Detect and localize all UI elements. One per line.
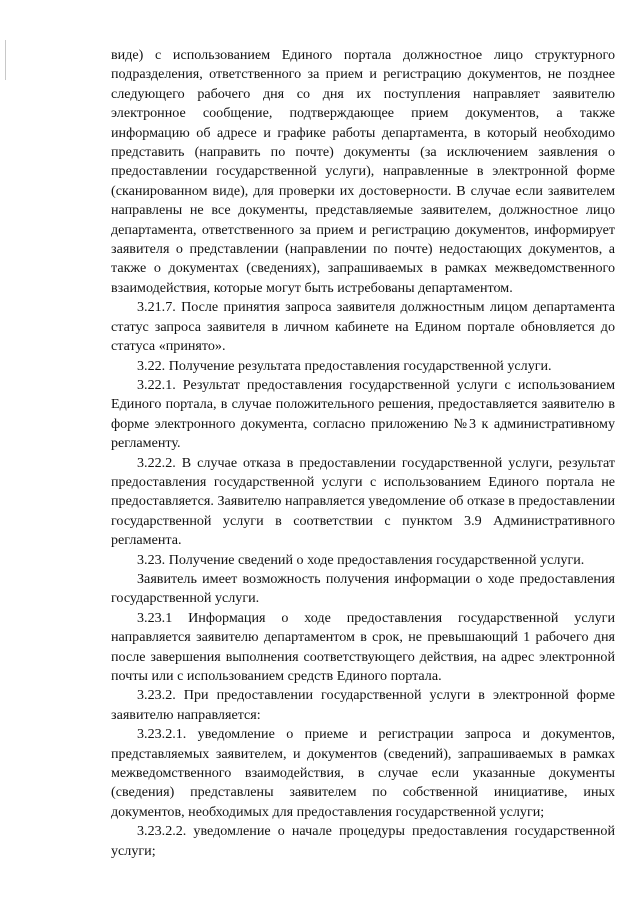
paragraph-3-23-1: 3.23.1 Информация о ходе предоставления государственной услуги направляется заявителю департаментом в срок, не превышающий 1 рабочего дня после завершения выполнения соответствующего действия, на адрес электронной почты или с использованием средств Единого портала. [111, 609, 615, 684]
paragraph-3-23-2-2: 3.23.2.2. уведомление о начале процедуры предоставления государственной услуги; [111, 823, 615, 859]
paragraph-3-22-1: 3.22.1. Результат предоставления государственной услуги с использованием Единого портала, в случае положительного решения, предоставляется заявителю в форме электронного документа, согласно приложению №3 к административному регламенту. [111, 376, 615, 452]
document-body [111, 46, 615, 861]
paragraph-3-23-2: 3.23.2. При предоставлении государственной услуги в электронной форме заявителю направляется: [111, 687, 615, 723]
paragraph-3-23: 3.23. Получение сведений о ходе предоставления государственной услуги. [137, 551, 585, 568]
paragraph-3-21-7: 3.21.7. После принятия запроса заявителя должностным лицом департамента статус запроса заявителя в личном кабинете на Едином портале обновляется до статуса «принято». [111, 299, 615, 355]
paragraph-3-22-2: 3.22.2. В случае отказа в предоставлении государственной услуги, результат предоставления государственной услуги с использованием Единого портала не предоставляется. Заявителю направляется уведомление об отказе в предоставлении государственной услуги в соответствии с пунктом 3.9 Административного регламента. [111, 454, 615, 549]
paragraph-3-22: 3.22. Получение результата предоставления государственной услуги. [137, 357, 552, 374]
paragraph-continuation: виде) с использованием Единого портала должностное лицо структурного подразделения, ответственного за прием и регистрацию документов, не позднее следующего рабочего дня со дня их поступления направляет заявителю электронное сообщение, подтверждающее прием документов, а также информацию об адресе и графике работы департамента, в который необходимо представить (направить по почте) документы (за исключением заявления о предоставлении государственной услуги), направленные в электронной форме (сканированном виде), для проверки их достоверности. В случае если заявителем направлены не все документы, представляемые заявителем, должностное лицо департамента, ответственного за прием и регистрацию документов, информирует заявителя о представлении (направлении по почте) недостающих документов, а также о документах (сведениях), запрашиваемых в рамках межведомственного взаимодействия, которые могут быть истребованы департаментом. [111, 47, 615, 296]
paragraph-3-23-2-1: 3.23.2.1. уведомление о приеме и регистрации запроса и документов, представляемых заявителем, и документов (сведений), запрашиваемых в рамках межведомственного взаимодействия, в случае если указанные документы (сведения) представлены заявителем по собственной инициативе, иных документов, необходимых для предоставления государственной услуги; [111, 726, 615, 820]
paragraph-3-23-intro: Заявитель имеет возможность получения информации о ходе предоставления государственной услуги. [111, 570, 615, 607]
scan-edge-mark [5, 40, 6, 80]
